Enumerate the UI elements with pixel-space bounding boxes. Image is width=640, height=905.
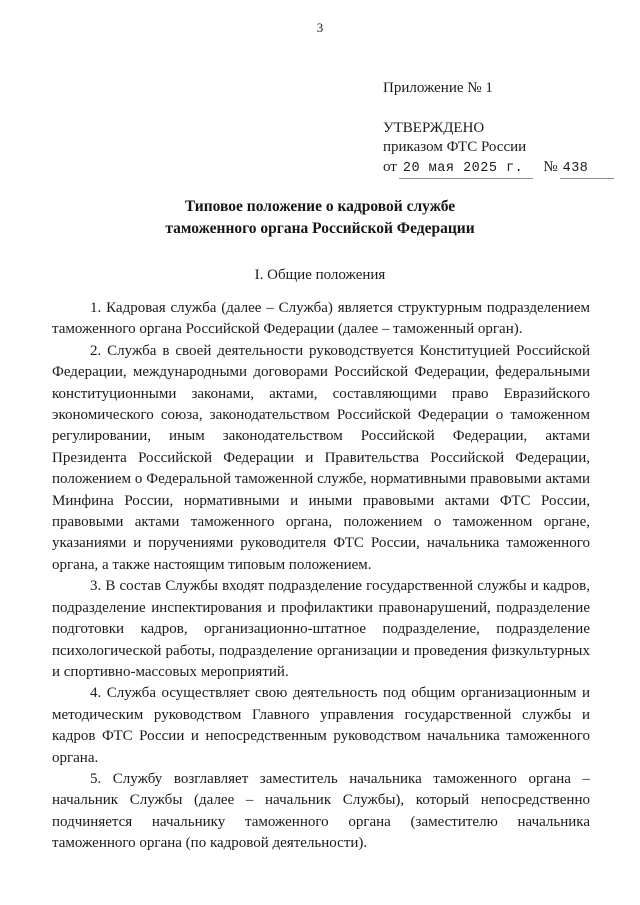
page-number: 3 xyxy=(316,20,324,35)
paragraph-3: 3. В состав Службы входят подразделение государственной службы и кадров, подразделение инспектирования и профилактики правонарушений, подразделение подготовки кадров, организационно-штатное подразделение, подразделение психологической работы, подразделение организации и проведения физкультурных и спортивно-массовых мероприятий. xyxy=(52,578,590,680)
annex-label: Приложение № 1 xyxy=(383,80,493,96)
order-date-value: 20 мая 2025 г. xyxy=(399,161,533,179)
paragraph-5: 5. Службу возглавляет заместитель начальника таможенного органа – начальник Службы (далее – начальник Службы), который непосредственно подчиняется начальнику таможенного органа (заместителю начальника таможенного органа (по кадровой деятельности). xyxy=(52,770,590,852)
number-sign: № xyxy=(543,159,558,175)
paragraph-4: 4. Служба осуществляет свою деятельность под общим организационным и методическим руководством Главного управления государственной службы и кадров ФТС России и непосредственным руководством начальника таможенного органа. xyxy=(52,685,590,766)
section-heading: I. Общие положения xyxy=(254,267,386,283)
paragraph-1: 1. Кадровая служба (далее – Служба) является структурным подразделением таможенного органа Российской Федерации (далее – таможенный орган). xyxy=(52,300,590,338)
order-date-line xyxy=(383,158,614,179)
document-title xyxy=(0,196,640,239)
approved-stamp: УТВЕРЖДЕНО xyxy=(383,119,485,136)
document-title-line-1: Типовое положение о кадровой службе xyxy=(184,198,456,215)
date-prefix: от xyxy=(383,159,397,175)
paragraph-2: 2. Служба в своей деятельности руководствуется Конституцией Российской Федерации, международными договорами Российской Федерации, федеральными конституционными законами, актами, составляющими право Евразийского экономического союза, законодательством Российской Федерации о таможенном регулировании, иным законодательством Российской Федерации, актами Президента Российской Федерации и Правительства Российской Федерации, положением о Федеральной таможенной службе, нормативными правовыми актами Минфина России, нормативными и иными правовыми актами ФТС России, правовыми актами таможенного органа, положением о таможенном органе, указаниями и поручениями руководителя ФТС России, начальника таможенного органа, а также настоящим типовым положением. xyxy=(52,342,590,573)
document-body xyxy=(52,298,590,855)
approval-block xyxy=(383,79,614,179)
order-number-value: 438 xyxy=(560,161,615,179)
order-issuer-line: приказом ФТС России xyxy=(383,139,527,155)
document-title-line-2: таможенного органа Российской Федерации xyxy=(165,219,475,237)
